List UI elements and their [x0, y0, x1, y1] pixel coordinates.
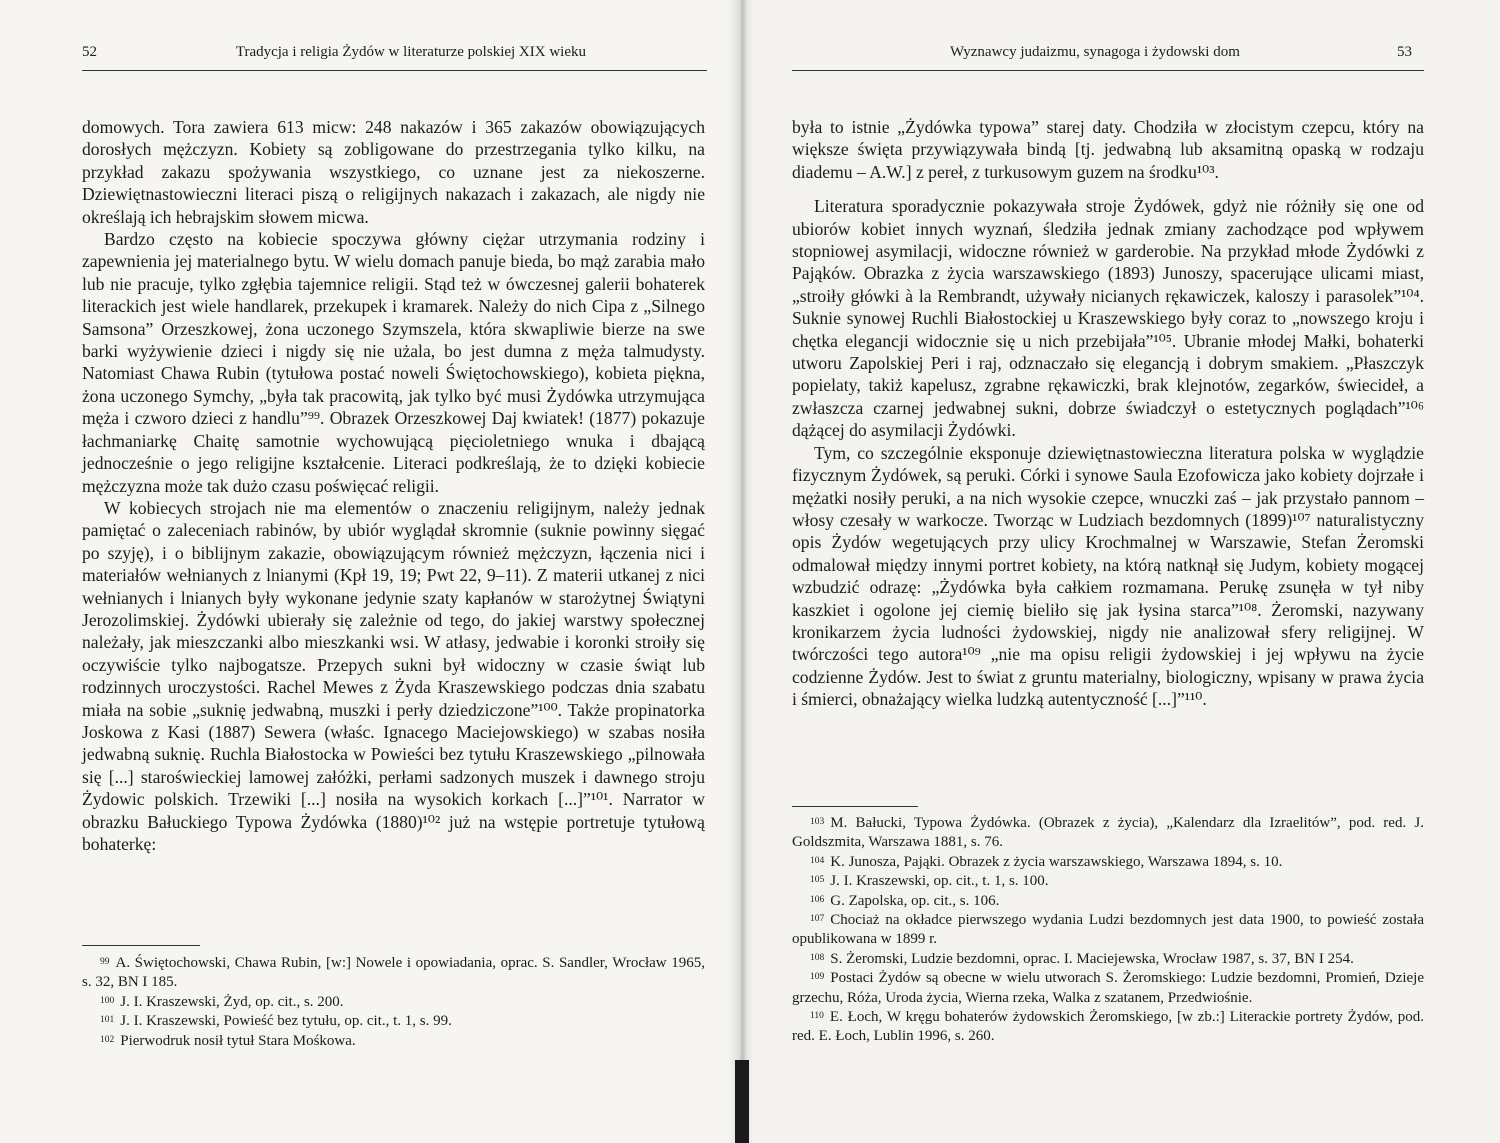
footnote-102: $^{102}$ Pierwodruk nosił tytuł Stara Mośkowa.	[100, 1032, 356, 1049]
left-paragraph-2: Bardzo często na kobiecie spoczywa główny ciężar utrzymania rodziny i zapewnienia jej materialnego bytu. W wielu domach panuje bieda, bo mąż zarabia mało lub nie pracuje, tylko zgłębia tajemnice religii. Stąd też w ówczesnej galerii bohaterek literackich jest wiele handlarek, przekupek i kramarek. Należy do nich Cipa z „Silnego Samsona” Orzeszkowej, żona uczonego Szymszela, która skwapliwie bierze na swe barki wyżywienie dzieci i nigdy się nie użala, bo jest dumna z męża talmudysty. Natomiast Chawa Rubin (tytułowa postać noweli Świętochowskiego), kobieta piękna, żona uczonego Symchy, „była tak pracowitą, jak tylko być musi Żydówka utrzymująca męża i czworo dzieci z handlu”⁹⁹. Obrazek Orzeszkowej Daj kwiatek! (1877) pokazuje łachmaniarkę Chaitę samotnie wychowującą pięcioletniego wnuka i dbającą jednocześnie o jego religijne kształcenie. Literaci podkreślają, że to dzięki kobiecie mężczyzna może tak dużo czasu poświęcać religii.	[82, 229, 705, 496]
left-running-header	[82, 44, 586, 61]
book-gutter-shadow	[728, 0, 754, 1143]
footnote-101: $^{101}$ J. I. Kraszewski, Powieść bez tytułu, op. cit., t. 1, s. 99.	[100, 1013, 452, 1030]
right-footnotes	[792, 814, 1424, 1047]
left-page	[0, 0, 740, 1143]
footnote-110: $^{110}$ E. Łoch, W kręgu bohaterów żydowskich Żeromskiego, [w zb.:] Literackie portrety Żydów, pod. red. E. Łoch, Lublin 1996, s. 260.	[792, 1009, 1424, 1045]
book-spine-edge	[735, 1060, 749, 1143]
right-body-text	[792, 116, 1424, 711]
footnote-104: $^{104}$ K. Junosza, Pająki. Obrazek z życia warszawskiego, Warszawa 1894, s. 10.	[810, 853, 1283, 870]
left-paragraph-1: domowych. Tora zawiera 613 micw: 248 nakazów i 365 zakazów obowiązujących dorosłych mężczyzn. Kobiety są zobligowane do przestrzegania tylko kilku, na przykład zakazu spożywania wszystkiego, co uznane jest za niekoszerne. Dziewiętnastowieczni literaci piszą o religijnych nakazach i zakazach, ale nigdy nie określają ich hebrajskim słowem micwa.	[82, 117, 705, 227]
left-paragraph-3: W kobiecych strojach nie ma elementów o znaczeniu religijnym, należy jednak pamiętać o zaleceniach rabinów, by ubiór wyglądał skromnie (suknie powinny sięgać po szyję), i o biblijnym zakazie, obowiązującym również mężczyzn, łączenia nici i materiałów wełnianych z lnianymi (Kpł 19, 19; Pwt 22, 9–11). Z materii utkanej z nici wełnianych i lnianych były wykonane jedynie szaty kapłanów w starożytnej Świątyni Jerozolimskiej. Żydówki ubierały się zależnie od tego, do jakiej warstwy społecznej należały, jak mieszczanki albo mieszkanki wsi. W atłasy, jedwabie i koronki stroiły się oczywiście tylko najbogatsze. Przepych sukni był widoczny w czasie świąt lub rodzinnych uroczystości. Rachel Mewes z Żyda Kraszewskiego podczas dnia szabatu miała na sobie „suknię jedwabną, muszki i perły dziedziczone”¹⁰⁰. Także propinatorka Joskowa z Kasi (1887) Sewera (właśc. Ignacego Maciejowskiego) w szabas nosiła jedwabną suknię. Ruchla Białostocka w Powieści bez tytułu Kraszewskiego „pilnowała się [...] staroświeckiej lamowej załóżki, perłami sadzonych muszek i dawnego stroju Żydowic polskich. Trzewiki [...] nosiła na wysokich korkach [...]”¹⁰¹. Narrator w obrazku Bałuckiego Typowa Żydówka (1880)¹⁰² już na wstępie portretuje tytułową bohaterkę:	[82, 497, 705, 854]
right-running-header	[950, 44, 1412, 61]
right-page	[740, 0, 1500, 1143]
footnote-99: $^{99}$ A. Świętochowski, Chawa Rubin, [w:] Nowele i opowiadania, oprac. S. Sandler, Wrocław 1965, s. 32, BN I 185.	[82, 955, 705, 991]
left-body-text	[82, 116, 705, 855]
footnote-109: $^{109}$ Postaci Żydów są obecne w wielu utworach S. Żeromskiego: Ludzie bezdomni, Promień, Dzieje grzechu, Róża, Uroda życia, Wierna rzeka, Walka z szatanem, Przedwiośnie.	[792, 970, 1424, 1006]
left-header-rule	[82, 70, 707, 71]
footnote-100: $^{100}$ J. I. Kraszewski, Żyd, op. cit., s. 200.	[100, 993, 344, 1010]
right-header-rule	[792, 70, 1424, 71]
footnote-106: $^{106}$ G. Zapolska, op. cit., s. 106.	[810, 892, 1000, 909]
footnote-108: $^{108}$ S. Żeromski, Ludzie bezdomni, oprac. I. Maciejewska, Wrocław 1987, s. 37, BN I 254.	[810, 950, 1354, 967]
footnote-103: $^{103}$ M. Bałucki, Typowa Żydówka. (Obrazek z życia), „Kalendarz dla Izraelitów”, pod. red. J. Goldszmita, Warszawa 1881, s. 76.	[792, 815, 1424, 851]
left-footnote-rule	[82, 945, 200, 946]
footnote-105: $^{105}$ J. I. Kraszewski, op. cit., t. 1, s. 100.	[810, 873, 1049, 890]
footnote-107: $^{107}$ Chociaż na okładce pierwszego wydania Ludzi bezdomnych jest data 1900, to powieść została opublikowana w 1899 r.	[792, 912, 1424, 948]
left-running-title: Tradycja i religia Żydów w literaturze polskiej XIX wieku	[235, 44, 586, 60]
right-paragraph-3: Tym, co szczególnie eksponuje dziewiętnastowieczna literatura polska w wyglądzie fizycznym Żydówek, są peruki. Córki i synowe Saula Ezofowicza jako kobiety dojrzałe i mężatki nosiły peruki, a na nich wysokie czepce, wnuczki zaś – jak przystało pannom – włosy czesały w warkocze. Tworząc w Ludziach bezdomnych (1899)¹⁰⁷ naturalistyczny opis Żydów wegetujących przy ulicy Krochmalnej w Warszawie, Stefan Żeromski odmalował między innymi portret kobiety, na którą natknął się Judym, kobiety mogącej wzbudzić odrazę: „Żydówka była całkiem rozmamana. Perukę zsunęła w tył niby kaszkiet i ogolone jej ciemię bieliło się jak łysina starca”¹⁰⁸. Żeromski, nazywany kronikarzem życia ludności żydowskiej, nigdy nie analizował sfery religijnej. W twórczości tego autora¹⁰⁹ „nie ma opisu religii żydowskiej i jej wpływu na życie codzienne Żydów. Jest to świat z gruntu materialny, biologiczny, wpisany w prawa życia i śmierci, obnażający wielka ludzką autentyczność [...]”¹¹⁰.	[792, 442, 1424, 710]
right-paragraph-2: Literatura sporadycznie pokazywała stroje Żydówek, gdyż nie różniły się one od ubiorów kobiet innych wyznań, śledziła jednak zmiany zachodzące pod wpływem stopniowej asymilacji, widoczne również w garderobie. Na przykład młode Żydówki z Pająków. Obrazka z życia warszawskiego (1893) Junoszy, spacerujące ulicami miast, „stroiły główki à la Rembrandt, używały nicianych rękawiczek, kaloszy i parasolek”¹⁰⁴. Suknie synowej Ruchli Białostockiej u Kraszewskiego były coraz to „nowszego kroju i chętka elegancji widocznie się u nich przebijała”¹⁰⁵. Ubranie młodej Małki, bohaterki utworu Zapolskiej Peri i raj, odznaczało się elegancją i dobrym smakiem. „Płaszczyk popielaty, takiż kapelusz, zgrabne rękawiczki, brak klejnotów, zegarków, świecideł, a zwłaszcza czarnej jedwabnej sukni, dobrze świadczył o estetycznych poglądach”¹⁰⁶ dążącej do asymilacji Żydówki.	[792, 196, 1424, 441]
left-page-number: 52	[82, 44, 97, 60]
right-page-number: 53	[1397, 44, 1412, 60]
right-running-title: Wyznawcy judaizmu, synagoga i żydowski dom	[950, 44, 1240, 60]
right-footnote-rule	[792, 806, 918, 807]
right-paragraph-1: była to istnie „Żydówka typowa” starej daty. Chodziła w złocistym czepcu, który na większe święta przywiązywała bindą [tj. jedwabną lub aksamitną opaską w rodzaju diademu – A.W.] z pereł, z turkusowym guzem na środku¹⁰³.	[792, 117, 1424, 182]
left-footnotes	[82, 954, 705, 1051]
